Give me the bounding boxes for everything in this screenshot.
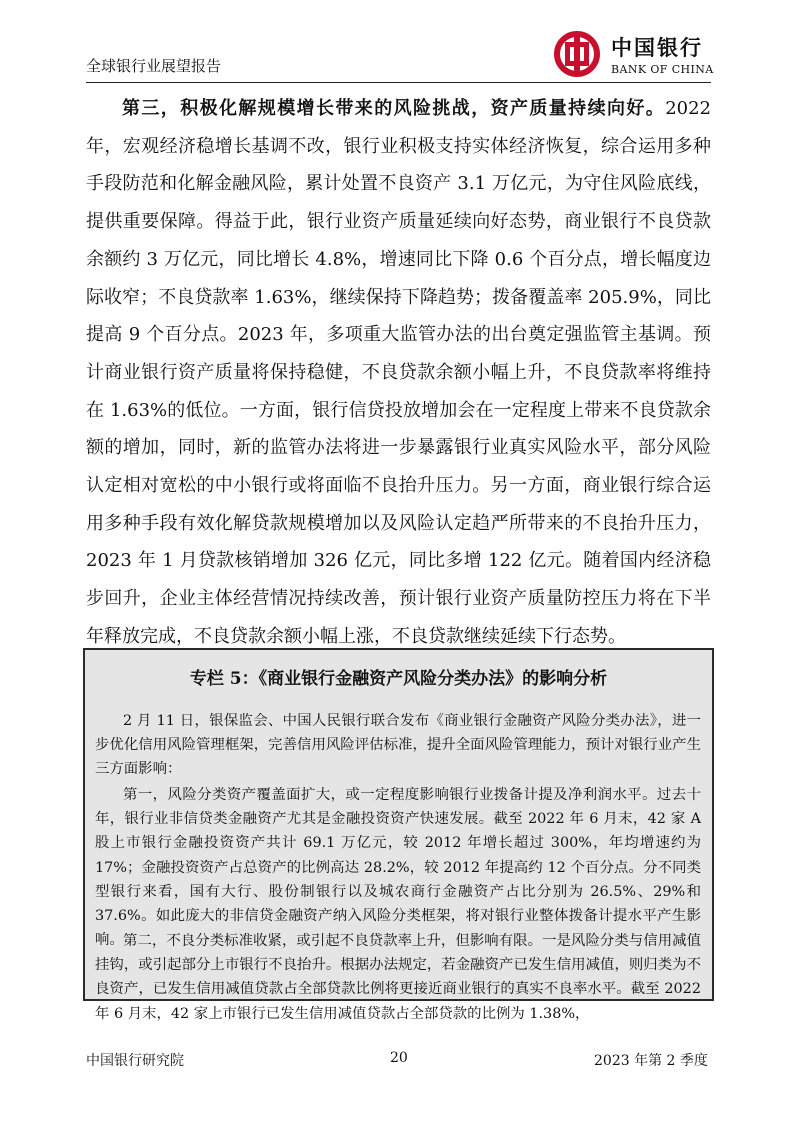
logo-english-name: BANK OF CHINA [611, 63, 714, 76]
bank-of-china-emblem-icon [553, 30, 601, 78]
paragraph-lead: 第三，积极化解规模增长带来的风险挑战，资产质量持续向好。 [122, 98, 666, 119]
column-paragraph: 第一，风险分类资产覆盖面扩大，或一定程度影响银行业拨备计提及净利润水平。过去十年，银行业非信贷类金融资产尤其是金融投资资产快速发展。截至 2022 年 6 月末，42 家 A 股上市银行金融投资资产共计 69.1 万亿元，较 2012 年增长超过 300%，年均增速约为 17%；金融投资资产占总资产的比例高达 28.2%，较 2012 年提高约 12 个百分点。分不同类型银行来看，国有大行、股份制银行以及城农商行金融资产占比分别为 26.5%、29%和 37.6%。如此庞大的非信贷金融资产纳入风险分类框架，将对银行业整体拨备计提水平产生影响。 [95, 787, 701, 949]
column-paragraph: 第二，不良分类标准收紧，或引起不良贷款率上升，但影响有限。一是风险分类与信用减值挂钩，或引起部分上市银行不良抬升。根据办法规定，若金融资产已发生信用减值，则归类为不良资产，已发生信用减值贷款占全部贷款比例将更接近商业银行的真实不良率水平。截至 2022 年 6 月末，42 家上市银行已发生信用减值贷款占全部贷款的比例为 1.38%， [95, 933, 701, 1022]
footer-institute: 中国银行研究院 [86, 1053, 184, 1069]
footer-quarter: 2023 年第 2 季度 [594, 1053, 708, 1069]
logo-chinese-name: 中国银行 [611, 35, 703, 60]
paragraph-text: 2022 年，宏观经济稳增长基调不改，银行业积极支持实体经济恢复，综合运用多种手段防范和化解金融风险，累计处置不良资产 3.1 万亿元，为守住风险底线，提供重要保障。得益于此，银行业资产质量延续向好态势，商业银行不良贷款余额约 3 万亿元，同比增长 4.8%，增速同比下降 0.6 个百分点，增长幅度边际收窄；不良贷款率 1.63%，继续保持下降趋势；拨备覆盖率 205.9%，同比提高 9 个百分点。2023 年，多项重大监管办法的出台奠定强监管主基调。预计商业银行资产质量将保持稳健，不良贷款余额小幅上升，不良贷款率将维持在 1.63%的低位。一方面，银行信贷投放增加会在一定程度上带来不良贷款余额的增加，同时，新的监管办法将进一步暴露银行业真实风险水平，部分风险认定相对宽松的中小银行或将面临不良抬升压力。另一方面，商业银行综合运用多种手段有效化解贷款规模增加以及风险认定趋严所带来的不良抬升压力，2023 年 1 月贷款核销增加 326 亿元，同比多增 122 亿元。随着国内经济稳步回升，企业主体经营情况持续改善，预计银行业资产质量防控压力将在下半年释放完成，不良贷款余额小幅上涨，不良贷款继续延续下行态势。 [86, 98, 711, 647]
column-title: 专栏 5：《商业银行金融资产风险分类办法》的影响分析 [189, 669, 608, 689]
report-title: 全球银行业展望报告 [86, 57, 222, 75]
column-box [83, 648, 714, 1022]
main-paragraph [86, 90, 711, 656]
column-paragraph: 2 月 11 日，银保监会、中国人民银行联合发布《商业银行金融资产风险分类办法》，进一步优化信用风险管理框架，完善信用风险评估标准，提升全面风险管理能力，预计对银行业产生三方面影响： [95, 713, 701, 778]
bank-logo [553, 24, 715, 80]
header-divider [86, 82, 711, 83]
page-number: 20 [390, 1050, 408, 1066]
